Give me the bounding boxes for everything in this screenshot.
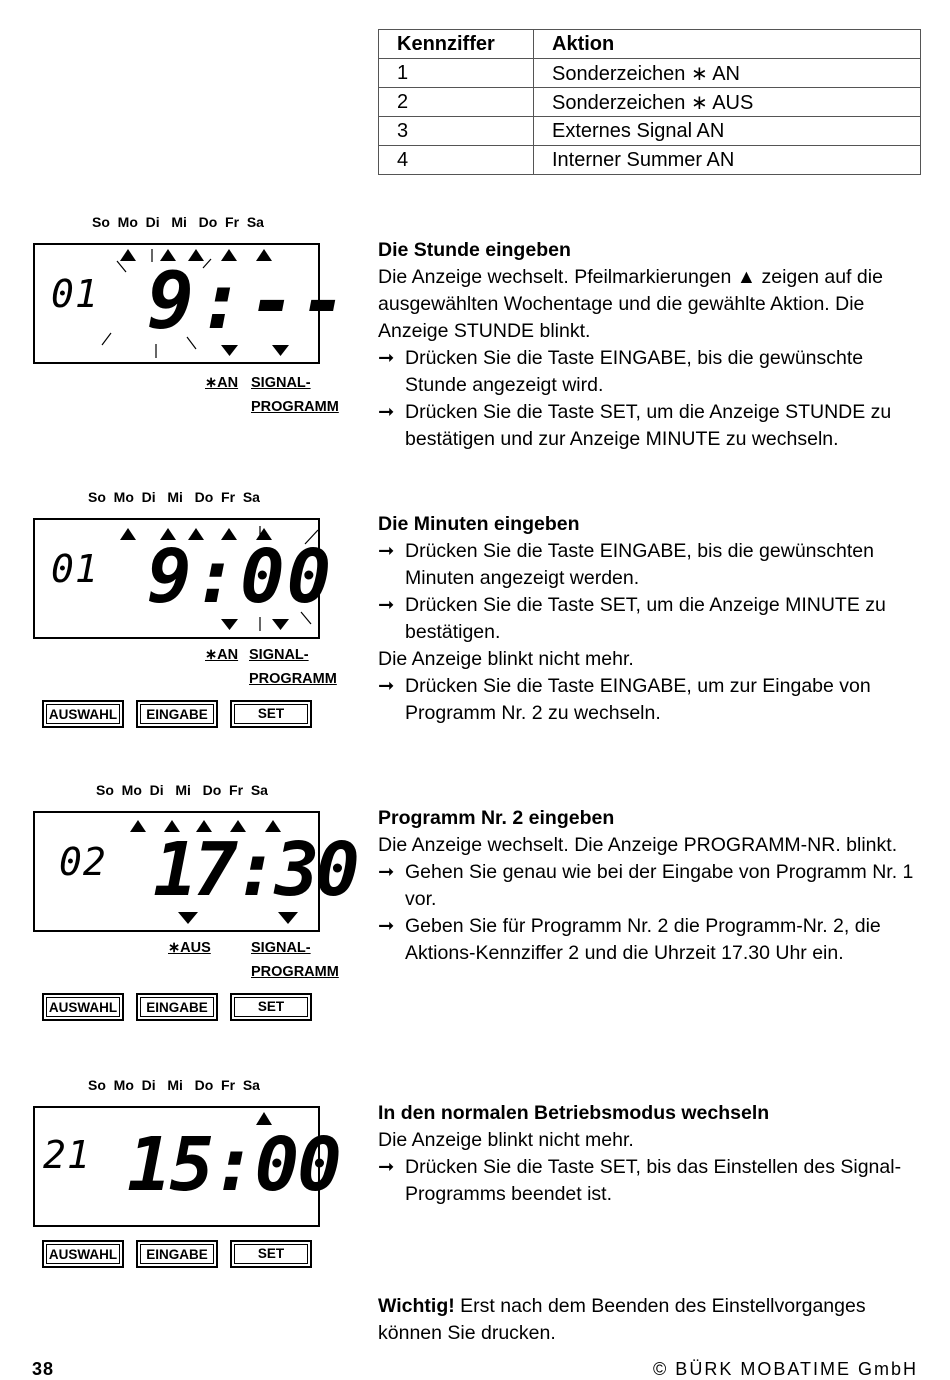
step-text: Drücken Sie die Taste SET, um die Anzeige STUNDE zu bestätigen und zur Anzeige MINUTE zu wechseln. xyxy=(405,401,892,450)
paragraph: Die Anzeige wechselt. Die Anzeige PROGRAMM-NR. blinkt. xyxy=(378,834,898,856)
program-label: PROGRAMM xyxy=(249,671,337,687)
program-label: PROGRAMM xyxy=(251,399,339,415)
day-label: Fr xyxy=(225,214,240,230)
weekday-row xyxy=(92,214,264,230)
special-char-label: ∗AN xyxy=(205,647,239,663)
program-number: 01 xyxy=(51,547,99,591)
time-display: 9:-- xyxy=(147,257,351,347)
instruction-step xyxy=(378,538,923,592)
set-button-label: SET xyxy=(234,1244,308,1264)
signal-label: SIGNAL- xyxy=(251,375,311,391)
eingabe-button[interactable] xyxy=(136,993,218,1021)
day-label: Mo xyxy=(113,489,134,505)
day-label: Sa xyxy=(246,214,264,230)
weekday-row xyxy=(88,489,260,505)
action-code-table xyxy=(378,29,921,175)
auswahl-button-label: AUSWAHL xyxy=(46,997,120,1017)
day-label: Fr xyxy=(221,1077,236,1093)
lcd-display xyxy=(33,1106,340,1227)
arrow-icon: ➞ xyxy=(378,1156,395,1178)
eingabe-button-label: EINGABE xyxy=(140,997,214,1017)
instruction-step xyxy=(378,673,923,727)
step-text: Drücken Sie die Taste SET, bis das Einstellen des Signal-Programms beendet ist. xyxy=(405,1156,902,1205)
step-text: Drücken Sie die Taste SET, um die Anzeige MINUTE zu bestätigen. xyxy=(405,594,886,643)
instruction-step xyxy=(378,913,923,967)
program-number: 21 xyxy=(43,1133,91,1177)
day-label: Di xyxy=(141,489,156,505)
lcd-display xyxy=(33,518,334,639)
table-row xyxy=(379,88,921,117)
note-text: Erst nach dem Beenden des Einstellvorganges können Sie drucken. xyxy=(378,1295,866,1344)
arrow-icon: ➞ xyxy=(378,861,395,883)
set-button-label: SET xyxy=(234,997,308,1017)
day-label: Do xyxy=(202,782,222,798)
day-label: Mi xyxy=(167,489,183,505)
table-cell: 3 xyxy=(379,117,534,146)
weekday-row xyxy=(96,782,268,798)
step-text: Geben Sie für Programm Nr. 2 die Programm-Nr. 2, die Aktions-Kennziffer 2 und die Uhrzeit 17.30 Uhr ein. xyxy=(405,915,881,964)
eingabe-button[interactable] xyxy=(136,700,218,728)
day-label: Fr xyxy=(221,489,236,505)
day-label: Sa xyxy=(250,782,268,798)
section-heading: Die Stunde eingeben xyxy=(378,239,571,261)
section-program-2 xyxy=(378,805,923,967)
table-cell: 2 xyxy=(379,88,534,117)
day-label: Do xyxy=(194,489,214,505)
column-header: Aktion xyxy=(534,30,921,59)
section-minutes xyxy=(378,511,923,727)
arrow-icon: ➞ xyxy=(378,915,395,937)
important-note xyxy=(378,1293,923,1347)
program-label: PROGRAMM xyxy=(251,964,339,980)
instruction-step xyxy=(378,345,923,399)
table-row xyxy=(379,59,921,88)
section-hour xyxy=(378,237,923,453)
time-display: 15:00 xyxy=(127,1122,340,1208)
set-button[interactable] xyxy=(230,993,312,1021)
program-number: 01 xyxy=(51,272,99,316)
signal-label: SIGNAL- xyxy=(251,940,311,956)
arrow-icon: ➞ xyxy=(378,594,395,616)
column-header: Kennziffer xyxy=(379,30,534,59)
auswahl-button[interactable] xyxy=(42,700,124,728)
day-label: Mo xyxy=(113,1077,134,1093)
day-label: Di xyxy=(141,1077,156,1093)
day-label: Di xyxy=(145,214,160,230)
table-header-row xyxy=(379,30,921,59)
day-label: So xyxy=(88,489,106,505)
day-label: Mo xyxy=(121,782,142,798)
note-label: Wichtig! xyxy=(378,1295,455,1317)
auswahl-button-label: AUSWAHL xyxy=(46,704,120,724)
day-label: Mi xyxy=(171,214,187,230)
arrow-icon: ➞ xyxy=(378,401,395,423)
paragraph: Die Anzeige blinkt nicht mehr. xyxy=(378,1129,634,1151)
arrow-icon: ➞ xyxy=(378,347,395,369)
step-text: Drücken Sie die Taste EINGABE, bis die gewünschte Stunde angezeigt wird. xyxy=(405,347,864,396)
instruction-step xyxy=(378,859,923,913)
step-text: Drücken Sie die Taste EINGABE, bis die gewünschten Minuten angezeigt werden. xyxy=(405,540,874,589)
day-label: So xyxy=(88,1077,106,1093)
day-label: Do xyxy=(198,214,218,230)
set-button[interactable] xyxy=(230,1240,312,1268)
day-label: Di xyxy=(149,782,164,798)
table-row xyxy=(379,146,921,175)
set-button[interactable] xyxy=(230,700,312,728)
footer-company: © BÜRK MOBATIME GmbH xyxy=(653,1359,918,1379)
table-cell: 1 xyxy=(379,59,534,88)
eingabe-button-label: EINGABE xyxy=(140,1244,214,1264)
table-cell: 4 xyxy=(379,146,534,175)
day-label: Mi xyxy=(167,1077,183,1093)
auswahl-button[interactable] xyxy=(42,993,124,1021)
day-label: Sa xyxy=(242,1077,260,1093)
special-char-label: ∗AUS xyxy=(168,940,211,956)
page-number: 38 xyxy=(32,1359,55,1379)
arrow-icon: ➞ xyxy=(378,675,395,697)
section-normal-mode xyxy=(378,1100,923,1208)
day-label: So xyxy=(92,214,110,230)
set-button-label: SET xyxy=(234,704,308,724)
day-label: Mi xyxy=(175,782,191,798)
step-text: Drücken Sie die Taste EINGABE, um zur Eingabe von Programm Nr. 2 zu wechseln. xyxy=(405,675,871,724)
day-label: Fr xyxy=(229,782,244,798)
time-display: 9:00 xyxy=(147,534,334,620)
lcd-display xyxy=(33,811,356,932)
step-text: Gehen Sie genau wie bei der Eingabe von Programm Nr. 1 vor. xyxy=(405,861,914,910)
paragraph: Die Anzeige wechselt. Pfeilmarkierungen ▲ zeigen auf die ausgewählten Wochentage und die gewählte Aktion. Die Anzeige STUNDE blinkt. xyxy=(378,266,883,342)
table-cell: Externes Signal AN xyxy=(534,117,921,146)
instruction-step xyxy=(378,399,923,453)
table-row xyxy=(379,117,921,146)
time-display: 17:30 xyxy=(153,827,356,913)
program-number: 02 xyxy=(59,840,107,884)
day-label: So xyxy=(96,782,114,798)
section-heading: Die Minuten eingeben xyxy=(378,513,580,535)
table-cell: Sonderzeichen ∗ AUS xyxy=(534,88,921,117)
auswahl-button[interactable] xyxy=(42,1240,124,1268)
section-heading: In den normalen Betriebsmodus wechseln xyxy=(378,1102,770,1124)
day-label: Do xyxy=(194,1077,214,1093)
lcd-display xyxy=(33,243,351,364)
weekday-row xyxy=(88,1077,260,1093)
day-label: Mo xyxy=(117,214,138,230)
eingabe-button[interactable] xyxy=(136,1240,218,1268)
arrow-icon: ➞ xyxy=(378,540,395,562)
table-cell: Interner Summer AN xyxy=(534,146,921,175)
signal-label: SIGNAL- xyxy=(249,647,309,663)
paragraph: Die Anzeige blinkt nicht mehr. xyxy=(378,648,634,670)
auswahl-button-label: AUSWAHL xyxy=(46,1244,120,1264)
special-char-label: ∗AN xyxy=(205,375,239,391)
section-heading: Programm Nr. 2 eingeben xyxy=(378,807,615,829)
eingabe-button-label: EINGABE xyxy=(140,704,214,724)
instruction-step xyxy=(378,592,923,646)
table-cell: Sonderzeichen ∗ AN xyxy=(534,59,921,88)
instruction-step xyxy=(378,1154,923,1208)
day-label: Sa xyxy=(242,489,260,505)
